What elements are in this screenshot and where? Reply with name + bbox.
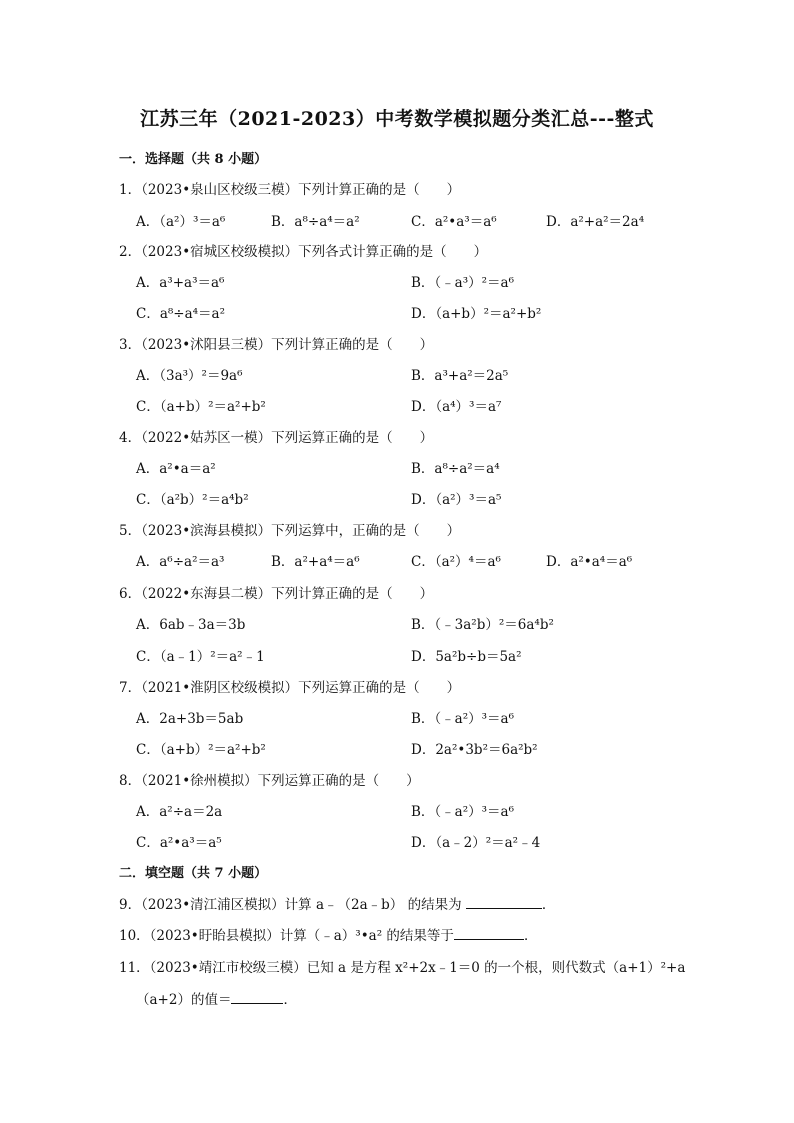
question-stem: 2．（2023•宿城区校级模拟）下列各式计算正确的是（ ） <box>119 244 488 260</box>
option-a: A．a³+a³＝a⁶ <box>136 275 225 291</box>
section-heading-choice: 一．选择题（共 8 小题） <box>119 152 268 167</box>
option-d: D．（a⁴）³＝a⁷ <box>411 399 502 415</box>
question-stem: 8．（2021•徐州模拟）下列运算正确的是（ ） <box>119 773 420 789</box>
option-c: C．a²•a³＝a⁶ <box>411 214 497 230</box>
option-d: D．5a²b÷b＝5a² <box>411 649 522 665</box>
option-b: B．a³+a²＝2a⁵ <box>411 368 509 384</box>
option-a: A．（a²）³＝a⁶ <box>136 214 226 230</box>
fill-question-end: ． <box>283 992 297 1008</box>
option-d: D．（a+b）²＝a²+b² <box>411 306 542 322</box>
fill-question-continuation <box>136 988 297 1008</box>
fill-question-end: ． <box>541 897 556 913</box>
option-c: C．（a﹣1）²＝a²﹣1 <box>136 649 265 665</box>
fill-question-text: 11．（2023•靖江市校级三模）已知 a 是方程 x²+2x﹣1＝0 的一个根，则代数式（a+1）²+a <box>119 960 686 976</box>
option-c: C．（a²b）²＝a⁴b² <box>136 492 249 508</box>
option-a: A．a²•a＝a² <box>136 461 216 477</box>
section-heading-fill: 二．填空题（共 7 小题） <box>119 866 268 881</box>
option-d: D．a²•a⁴＝a⁶ <box>546 554 633 570</box>
answer-blank[interactable] <box>231 991 283 1004</box>
option-d: D．2a²•3b²＝6a²b² <box>411 742 538 758</box>
option-b: B．a⁸÷a²＝a⁴ <box>411 461 500 477</box>
question-stem: 7．（2021•淮阴区校级模拟）下列运算正确的是（ ） <box>119 680 461 696</box>
question-stem: 1．（2023•泉山区校级三模）下列计算正确的是（ ） <box>119 182 461 198</box>
answer-blank[interactable] <box>466 896 542 909</box>
option-b: B．（﹣3a²b）²＝6a⁴b² <box>411 617 554 633</box>
fill-question <box>119 893 555 913</box>
question-stem: 4．（2022•姑苏区一模）下列运算正确的是（ ） <box>119 430 434 446</box>
option-c: C．a²•a³＝a⁵ <box>136 835 222 851</box>
question-stem: 3．（2023•沭阳县三模）下列计算正确的是（ ） <box>119 337 434 353</box>
option-a: A．（3a³）²＝9a⁶ <box>136 368 243 384</box>
option-c: C．（a+b）²＝a²+b² <box>136 399 266 415</box>
fill-question-text: 9．（2023•清江浦区模拟）计算 a﹣（2a﹣b） 的结果为 <box>119 897 466 913</box>
option-a: A．2a+3b＝5ab <box>136 711 244 727</box>
option-a: A．a²÷a＝2a <box>136 804 223 820</box>
option-b: B．（﹣a²）³＝a⁶ <box>411 804 515 820</box>
question-stem: 5．（2023•滨海县模拟）下列运算中，正确的是（ ） <box>119 523 461 539</box>
option-b: B．a²+a⁴＝a⁶ <box>271 554 360 570</box>
fill-question-end: ． <box>523 928 538 944</box>
answer-blank[interactable] <box>454 927 524 940</box>
page-title: 江苏三年（2021-2023）中考数学模拟题分类汇总---整式 <box>140 108 654 130</box>
question-stem: 6．（2022•东海县二模）下列计算正确的是（ ） <box>119 586 434 602</box>
fill-question-text: 10．（2023•盱眙县模拟）计算（﹣a）³•a² 的结果等于 <box>119 928 454 944</box>
option-b: B．a⁸÷a⁴＝a² <box>271 214 360 230</box>
option-b: B．（﹣a²）³＝a⁶ <box>411 711 515 727</box>
option-a: A．a⁶÷a²＝a³ <box>136 554 225 570</box>
option-c: C．（a+b）²＝a²+b² <box>136 742 266 758</box>
option-a: A．6ab﹣3a＝3b <box>136 617 246 633</box>
option-c: C．（a²）⁴＝a⁶ <box>411 554 501 570</box>
option-c: C．a⁸÷a⁴＝a² <box>136 306 226 322</box>
option-d: D．a²+a²＝2a⁴ <box>546 214 645 230</box>
option-b: B．（﹣a³）²＝a⁶ <box>411 275 515 291</box>
option-d: D．（a²）³＝a⁵ <box>411 492 502 508</box>
fill-question-text: （a+2）的值＝ <box>136 992 232 1008</box>
fill-question <box>119 924 537 944</box>
option-d: D．（a﹣2）²＝a²﹣4 <box>411 835 541 851</box>
